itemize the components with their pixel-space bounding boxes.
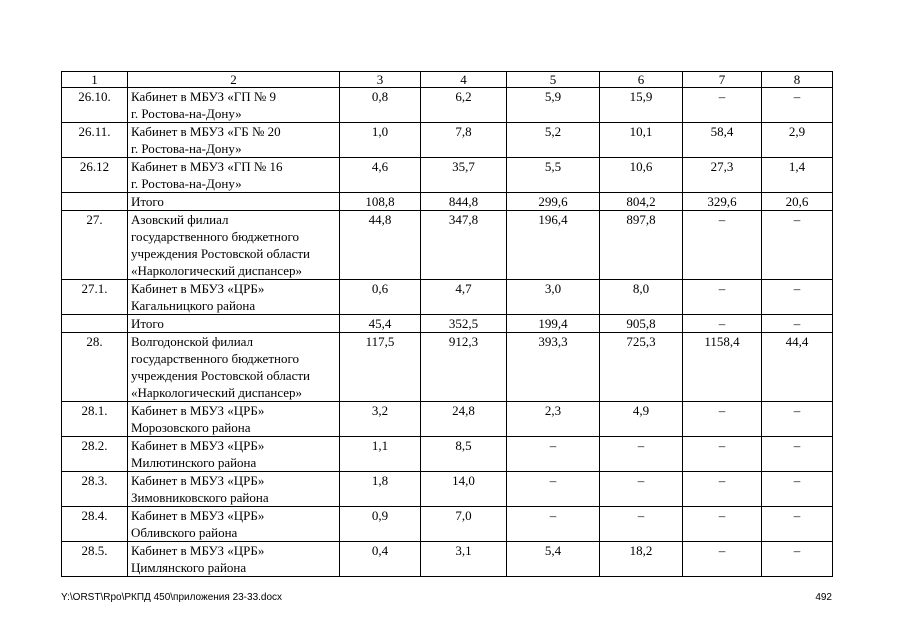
cell-col4: 3,1 [421,542,507,577]
table-row [62,437,833,472]
row-number [62,193,128,211]
cell-col8: – [762,211,833,280]
table-header-row [62,72,833,88]
cell-col5: 3,0 [507,280,600,315]
cell-col4: 7,0 [421,507,507,542]
cell-col5: 393,3 [507,333,600,402]
cell-col8: 20,6 [762,193,833,211]
cell-col3: 4,6 [340,158,421,193]
cell-col8: – [762,402,833,437]
cell-col6: 897,8 [600,211,683,280]
table-row [62,88,833,123]
column-header: 8 [762,72,833,88]
column-header: 1 [62,72,128,88]
row-number: 28.2. [62,437,128,472]
row-name: Кабинет в МБУЗ «ЦРБ» Цимлянского района [128,542,340,577]
cell-col3: 0,6 [340,280,421,315]
row-name: Кабинет в МБУЗ «ЦРБ» Зимовниковского района [128,472,340,507]
row-name: Итого [128,315,340,333]
row-number [62,315,128,333]
cell-col7: 27,3 [683,158,762,193]
cell-col5: 2,3 [507,402,600,437]
cell-col7: – [683,280,762,315]
row-number: 28. [62,333,128,402]
table-row [62,280,833,315]
cell-col5: 5,5 [507,158,600,193]
cell-col7: – [683,472,762,507]
row-number: 26.10. [62,88,128,123]
table-row [62,158,833,193]
cell-col4: 844,8 [421,193,507,211]
cell-col6: 18,2 [600,542,683,577]
cell-col6: 15,9 [600,88,683,123]
column-header: 4 [421,72,507,88]
row-name: Кабинет в МБУЗ «ЦРБ» Морозовского района [128,402,340,437]
cell-col8: 44,4 [762,333,833,402]
row-name: Кабинет в МБУЗ «ГБ № 20 г. Ростова-на-Дону» [128,123,340,158]
cell-col7: – [683,402,762,437]
cell-col6: 905,8 [600,315,683,333]
cell-col5: 299,6 [507,193,600,211]
cell-col7: – [683,507,762,542]
cell-col7: – [683,211,762,280]
cell-col8: – [762,507,833,542]
column-header: 6 [600,72,683,88]
cell-col5: – [507,437,600,472]
cell-col3: 1,8 [340,472,421,507]
cell-col4: 912,3 [421,333,507,402]
table-row [62,542,833,577]
cell-col7: – [683,315,762,333]
cell-col5: 199,4 [507,315,600,333]
row-name: Кабинет в МБУЗ «ЦРБ» Милютинского района [128,437,340,472]
row-name: Кабинет в МБУЗ «ЦРБ» Обливского района [128,507,340,542]
column-header: 2 [128,72,340,88]
cell-col5: – [507,507,600,542]
page-number: 492 [815,592,832,603]
cell-col6: 4,9 [600,402,683,437]
cell-col7: 329,6 [683,193,762,211]
row-name: Кабинет в МБУЗ «ГП № 16 г. Ростова-на-Дону» [128,158,340,193]
cell-col6: – [600,437,683,472]
cell-col5: 5,9 [507,88,600,123]
cell-col7: – [683,542,762,577]
column-header: 3 [340,72,421,88]
data-table [61,71,833,577]
cell-col3: 45,4 [340,315,421,333]
cell-col8: – [762,472,833,507]
cell-col8: – [762,280,833,315]
row-name: Кабинет в МБУЗ «ГП № 9 г. Ростова-на-Дону» [128,88,340,123]
table-row [62,507,833,542]
row-name: Волгодонской филиал государственного бюджетного учреждения Ростовской области «Наркологический диспансер» [128,333,340,402]
cell-col3: 117,5 [340,333,421,402]
cell-col7: 1158,4 [683,333,762,402]
cell-col8: – [762,542,833,577]
table-row-total [62,193,833,211]
cell-col8: 1,4 [762,158,833,193]
cell-col4: 347,8 [421,211,507,280]
cell-col3: 3,2 [340,402,421,437]
cell-col3: 1,1 [340,437,421,472]
row-number: 28.4. [62,507,128,542]
cell-col3: 108,8 [340,193,421,211]
cell-col4: 35,7 [421,158,507,193]
column-header: 5 [507,72,600,88]
row-name: Кабинет в МБУЗ «ЦРБ» Кагальницкого района [128,280,340,315]
cell-col4: 8,5 [421,437,507,472]
cell-col4: 14,0 [421,472,507,507]
cell-col4: 24,8 [421,402,507,437]
row-number: 28.1. [62,402,128,437]
cell-col8: – [762,88,833,123]
cell-col5: – [507,472,600,507]
cell-col4: 352,5 [421,315,507,333]
cell-col5: 5,4 [507,542,600,577]
row-number: 26.11. [62,123,128,158]
cell-col4: 6,2 [421,88,507,123]
cell-col3: 1,0 [340,123,421,158]
cell-col6: – [600,507,683,542]
cell-col7: 58,4 [683,123,762,158]
cell-col5: 5,2 [507,123,600,158]
table-row [62,123,833,158]
cell-col4: 4,7 [421,280,507,315]
row-number: 26.12 [62,158,128,193]
table-row [62,211,833,280]
table-row-total [62,315,833,333]
cell-col7: – [683,88,762,123]
row-number: 27.1. [62,280,128,315]
cell-col6: 10,1 [600,123,683,158]
row-name: Азовский филиал государственного бюджетного учреждения Ростовской области «Наркологический диспансер» [128,211,340,280]
row-number: 27. [62,211,128,280]
cell-col3: 44,8 [340,211,421,280]
cell-col6: 725,3 [600,333,683,402]
cell-col3: 0,9 [340,507,421,542]
cell-col5: 196,4 [507,211,600,280]
row-number: 28.5. [62,542,128,577]
table-row [62,472,833,507]
footer-file-path: Y:\ORST\Rpo\РКПД 450\приложения 23-33.docx [61,592,283,603]
cell-col6: 10,6 [600,158,683,193]
cell-col6: 8,0 [600,280,683,315]
cell-col6: 804,2 [600,193,683,211]
cell-col8: – [762,315,833,333]
cell-col8: – [762,437,833,472]
cell-col4: 7,8 [421,123,507,158]
cell-col3: 0,8 [340,88,421,123]
row-number: 28.3. [62,472,128,507]
column-header: 7 [683,72,762,88]
cell-col3: 0,4 [340,542,421,577]
cell-col7: – [683,437,762,472]
cell-col6: – [600,472,683,507]
table-row [62,333,833,402]
row-name: Итого [128,193,340,211]
cell-col8: 2,9 [762,123,833,158]
table-row [62,402,833,437]
